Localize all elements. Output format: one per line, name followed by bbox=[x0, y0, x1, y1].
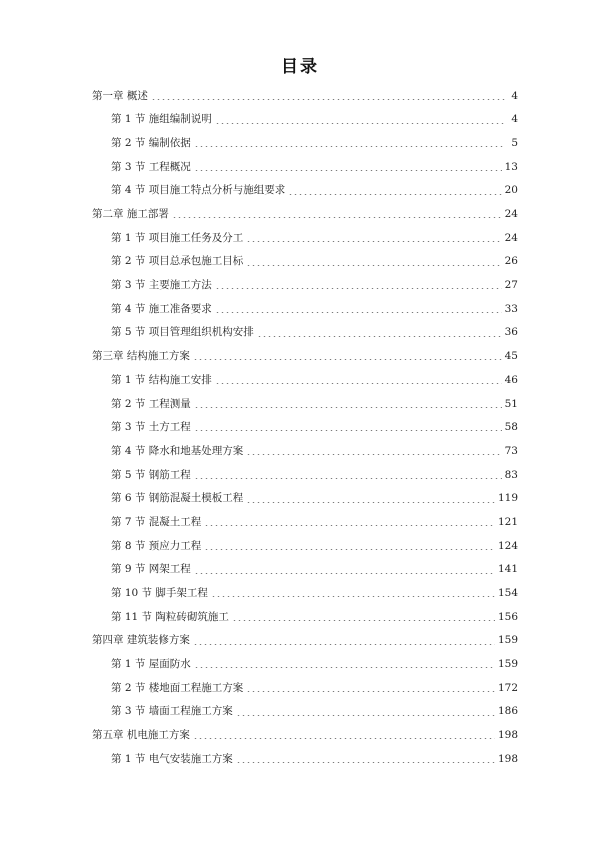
toc-section-entry[interactable] bbox=[0, 297, 600, 321]
toc-page-number: 172 bbox=[497, 681, 518, 694]
toc-page-number: 159 bbox=[497, 634, 518, 647]
dot-leader bbox=[193, 359, 502, 360]
toc-section-entry[interactable] bbox=[0, 534, 600, 558]
dot-leader bbox=[194, 146, 505, 147]
toc-entry-label: 第二章 施工部署 bbox=[92, 208, 169, 221]
toc-section-entry[interactable] bbox=[0, 392, 600, 416]
dot-leader bbox=[246, 502, 495, 503]
dot-leader bbox=[194, 478, 502, 479]
toc-page-number: 83 bbox=[504, 468, 518, 481]
toc-section-entry[interactable] bbox=[0, 463, 600, 487]
toc-page-number: 154 bbox=[497, 587, 518, 600]
toc-entry-label: 第一章 概述 bbox=[92, 89, 148, 102]
toc-page-number: 4 bbox=[511, 89, 518, 102]
toc-entry-label: 第 2 节 楼地面工程施工方案 bbox=[111, 681, 244, 694]
toc-page-number: 119 bbox=[497, 492, 518, 505]
dot-leader bbox=[193, 738, 495, 739]
toc-chapter-entry[interactable] bbox=[0, 629, 600, 653]
dot-leader bbox=[204, 549, 495, 550]
toc-page-number: 156 bbox=[497, 610, 518, 623]
toc-page-number: 27 bbox=[504, 279, 518, 292]
dot-leader bbox=[215, 123, 505, 124]
toc-page-number: 198 bbox=[497, 752, 518, 765]
toc-entry-label: 第 10 节 脚手架工程 bbox=[111, 587, 208, 600]
toc-page-number: 124 bbox=[497, 539, 518, 552]
toc-entry-label: 第 4 节 降水和地基处理方案 bbox=[111, 444, 244, 457]
dot-leader bbox=[215, 383, 502, 384]
dot-leader bbox=[246, 691, 495, 692]
dot-leader bbox=[193, 644, 495, 645]
toc-entry-label: 第 1 节 施组编制说明 bbox=[111, 113, 212, 126]
toc-section-entry[interactable] bbox=[0, 108, 600, 132]
toc-page-number: 58 bbox=[504, 421, 518, 434]
toc-page-number: 186 bbox=[497, 705, 518, 718]
toc-page-number: 26 bbox=[504, 255, 518, 268]
dot-leader bbox=[257, 336, 502, 337]
dot-leader bbox=[211, 596, 495, 597]
toc-page-number: 73 bbox=[504, 444, 518, 457]
toc-page-number: 5 bbox=[511, 136, 518, 149]
toc-entry-label: 第 3 节 墙面工程施工方案 bbox=[111, 705, 233, 718]
toc-entry-label: 第 5 节 项目管理组织机构安排 bbox=[111, 326, 254, 339]
toc-page-number: 36 bbox=[504, 326, 518, 339]
toc-section-entry[interactable] bbox=[0, 321, 600, 345]
dot-leader bbox=[246, 265, 501, 266]
toc-section-entry[interactable] bbox=[0, 510, 600, 534]
dot-leader bbox=[194, 667, 495, 668]
toc-section-entry[interactable] bbox=[0, 487, 600, 511]
toc-entry-label: 第 4 节 项目施工特点分析与施组要求 bbox=[111, 184, 286, 197]
dot-leader bbox=[288, 194, 501, 195]
toc-entry-label: 第 3 节 主要施工方法 bbox=[111, 279, 212, 292]
dot-leader bbox=[236, 762, 495, 763]
dot-leader bbox=[194, 573, 495, 574]
dot-leader bbox=[194, 170, 502, 171]
dot-leader bbox=[236, 715, 495, 716]
toc-entry-label: 第 2 节 编制依据 bbox=[111, 136, 191, 149]
toc-section-entry[interactable] bbox=[0, 653, 600, 677]
toc-entry-label: 第 1 节 电气安装施工方案 bbox=[111, 752, 233, 765]
dot-leader bbox=[246, 241, 501, 242]
toc-section-entry[interactable] bbox=[0, 179, 600, 203]
toc-chapter-entry[interactable] bbox=[0, 724, 600, 748]
toc-section-entry[interactable] bbox=[0, 250, 600, 274]
dot-leader bbox=[204, 525, 495, 526]
toc-section-entry[interactable] bbox=[0, 676, 600, 700]
toc-section-entry[interactable] bbox=[0, 274, 600, 298]
table-of-contents bbox=[0, 84, 600, 771]
toc-page-number: 45 bbox=[504, 350, 518, 363]
toc-entry-label: 第 7 节 混凝土工程 bbox=[111, 515, 202, 528]
toc-entry-label: 第 1 节 屋面防水 bbox=[111, 658, 191, 671]
toc-page-number: 159 bbox=[497, 658, 518, 671]
toc-entry-label: 第 3 节 土方工程 bbox=[111, 421, 191, 434]
toc-page-number: 198 bbox=[497, 729, 518, 742]
dot-leader bbox=[215, 312, 502, 313]
toc-entry-label: 第 1 节 项目施工任务及分工 bbox=[111, 231, 244, 244]
toc-entry-label: 第 3 节 工程概况 bbox=[111, 160, 191, 173]
toc-entry-label: 第四章 建筑装修方案 bbox=[92, 634, 190, 647]
toc-page-number: 46 bbox=[504, 373, 518, 386]
toc-section-entry[interactable] bbox=[0, 131, 600, 155]
page-title: 目录 bbox=[281, 57, 319, 77]
toc-section-entry[interactable] bbox=[0, 581, 600, 605]
toc-section-entry[interactable] bbox=[0, 439, 600, 463]
toc-entry-label: 第 2 节 项目总承包施工目标 bbox=[111, 255, 244, 268]
toc-page-number: 121 bbox=[497, 515, 518, 528]
toc-page-number: 141 bbox=[497, 563, 518, 576]
dot-leader bbox=[172, 217, 502, 218]
dot-leader bbox=[194, 430, 502, 431]
toc-section-entry[interactable] bbox=[0, 416, 600, 440]
toc-chapter-entry[interactable] bbox=[0, 345, 600, 369]
dot-leader bbox=[232, 620, 495, 621]
toc-entry-label: 第三章 结构施工方案 bbox=[92, 350, 190, 363]
toc-entry-label: 第 4 节 施工准备要求 bbox=[111, 302, 212, 315]
toc-entry-label: 第 5 节 钢筋工程 bbox=[111, 468, 191, 481]
toc-entry-label: 第 1 节 结构施工安排 bbox=[111, 373, 212, 386]
toc-section-entry[interactable] bbox=[0, 747, 600, 771]
dot-leader bbox=[151, 99, 505, 100]
toc-entry-label: 第 11 节 陶粒砖砌筑施工 bbox=[111, 610, 229, 623]
toc-section-entry[interactable] bbox=[0, 605, 600, 629]
toc-section-entry[interactable] bbox=[0, 700, 600, 724]
toc-entry-label: 第 2 节 工程测量 bbox=[111, 397, 191, 410]
toc-section-entry[interactable] bbox=[0, 155, 600, 179]
dot-leader bbox=[194, 407, 502, 408]
toc-page-number: 4 bbox=[511, 113, 518, 126]
dot-leader bbox=[246, 454, 501, 455]
toc-chapter-entry[interactable] bbox=[0, 202, 600, 226]
toc-entry-label: 第五章 机电施工方案 bbox=[92, 729, 190, 742]
toc-section-entry[interactable] bbox=[0, 368, 600, 392]
toc-page-number: 33 bbox=[504, 302, 518, 315]
toc-page-number: 24 bbox=[504, 231, 518, 244]
toc-entry-label: 第 6 节 钢筋混凝土模板工程 bbox=[111, 492, 244, 505]
toc-entry-label: 第 9 节 网架工程 bbox=[111, 563, 191, 576]
toc-page-number: 24 bbox=[504, 208, 518, 221]
toc-section-entry[interactable] bbox=[0, 558, 600, 582]
toc-page-number: 13 bbox=[504, 160, 518, 173]
toc-page-number: 51 bbox=[504, 397, 518, 410]
dot-leader bbox=[215, 288, 502, 289]
toc-page-number: 20 bbox=[504, 184, 518, 197]
toc-entry-label: 第 8 节 预应力工程 bbox=[111, 539, 202, 552]
toc-chapter-entry[interactable] bbox=[0, 84, 600, 108]
toc-section-entry[interactable] bbox=[0, 226, 600, 250]
